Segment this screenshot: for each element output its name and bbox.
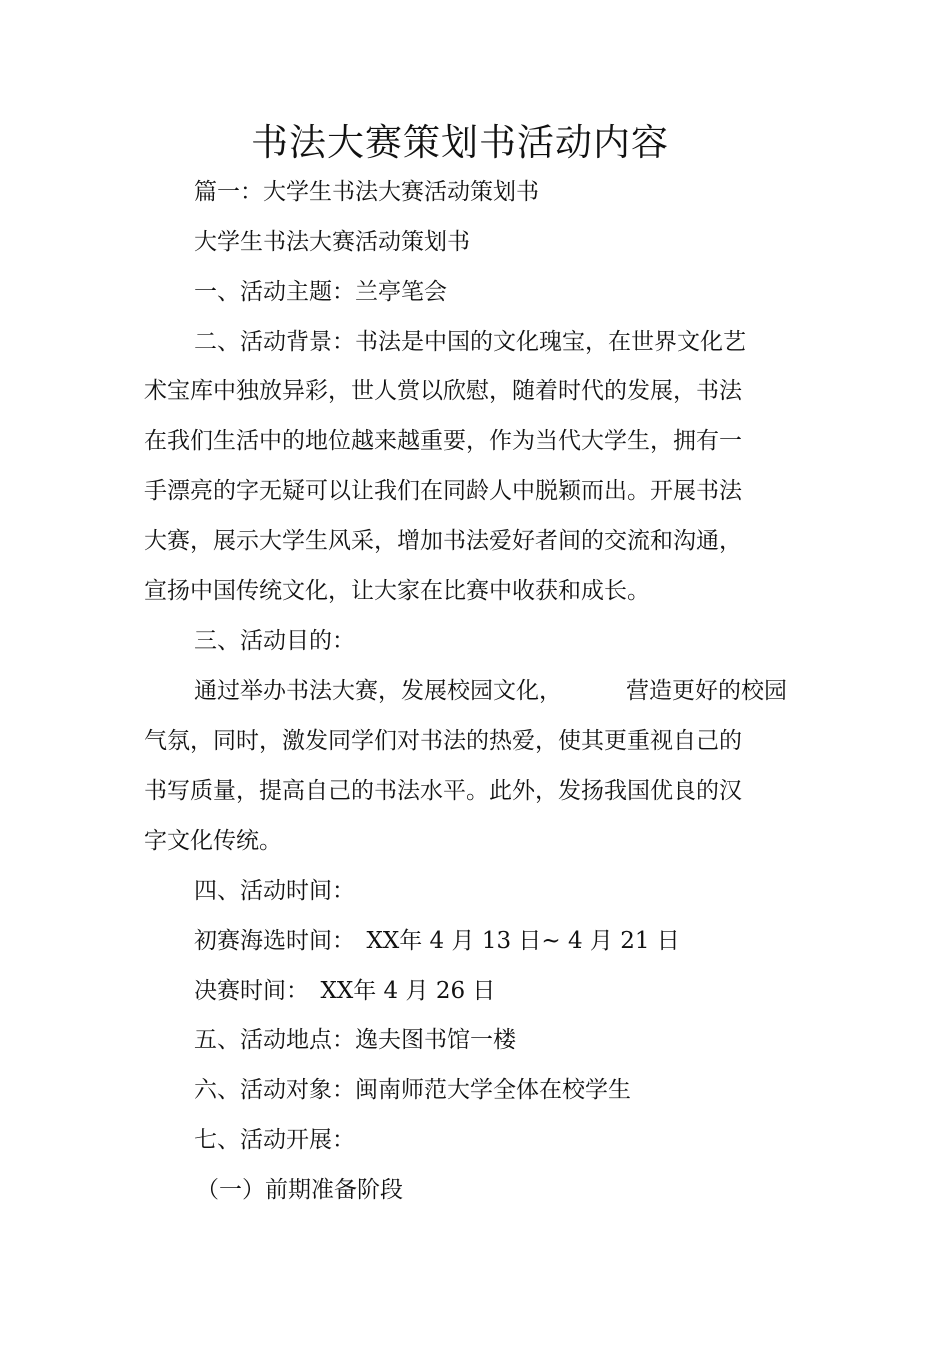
subsection-preparation: （一）前期准备阶段 [196,1177,403,1203]
section-location: 五、活动地点：逸夫图书馆一楼 [194,1027,516,1053]
section-execution: 七、活动开展： [194,1127,355,1153]
paragraph-line: 在我们生活中的地位越来越重要，作为当代大学生，拥有一 [144,428,742,454]
paragraph-line: 书写质量，提高自己的书法水平。此外，发扬我国优良的汉 [144,778,742,804]
final-time: 决赛时间： XX年 4 月 26 日 [194,978,496,1004]
paragraph-line: 大赛，展示大学生风采，增加书法爱好者间的交流和沟通， [144,528,742,554]
paragraph-line: 宣扬中国传统文化，让大家在比赛中收获和成长。 [144,578,650,604]
section-background: 二、活动背景：书法是中国的文化瑰宝，在世界文化艺 [194,329,746,355]
section-time: 四、活动时间： [194,878,355,904]
paragraph-line-continuation: 营造更好的校园 [626,678,787,704]
subtitle-part-one: 篇一：大学生书法大赛活动策划书 [194,179,539,205]
paragraph-line: 字文化传统。 [144,828,282,854]
plan-heading: 大学生书法大赛活动策划书 [194,229,470,255]
preliminary-time: 初赛海选时间： XX年 4 月 13 日~ 4 月 21 日 [194,928,680,954]
section-purpose: 三、活动目的： [194,628,355,654]
paragraph-line: 术宝库中独放异彩，世人赏以欣慰，随着时代的发展，书法 [144,378,742,404]
section-participants: 六、活动对象：闽南师范大学全体在校学生 [194,1077,631,1103]
section-theme: 一、活动主题：兰亭笔会 [194,279,447,305]
paragraph-line: 通过举办书法大赛，发展校园文化， [194,678,562,704]
paragraph-line: 气氛，同时，激发同学们对书法的热爱，使其更重视自己的 [144,728,742,754]
document-title: 书法大赛策划书活动内容 [251,121,669,164]
paragraph-line: 手漂亮的字无疑可以让我们在同龄人中脱颖而出。开展书法 [144,478,742,504]
